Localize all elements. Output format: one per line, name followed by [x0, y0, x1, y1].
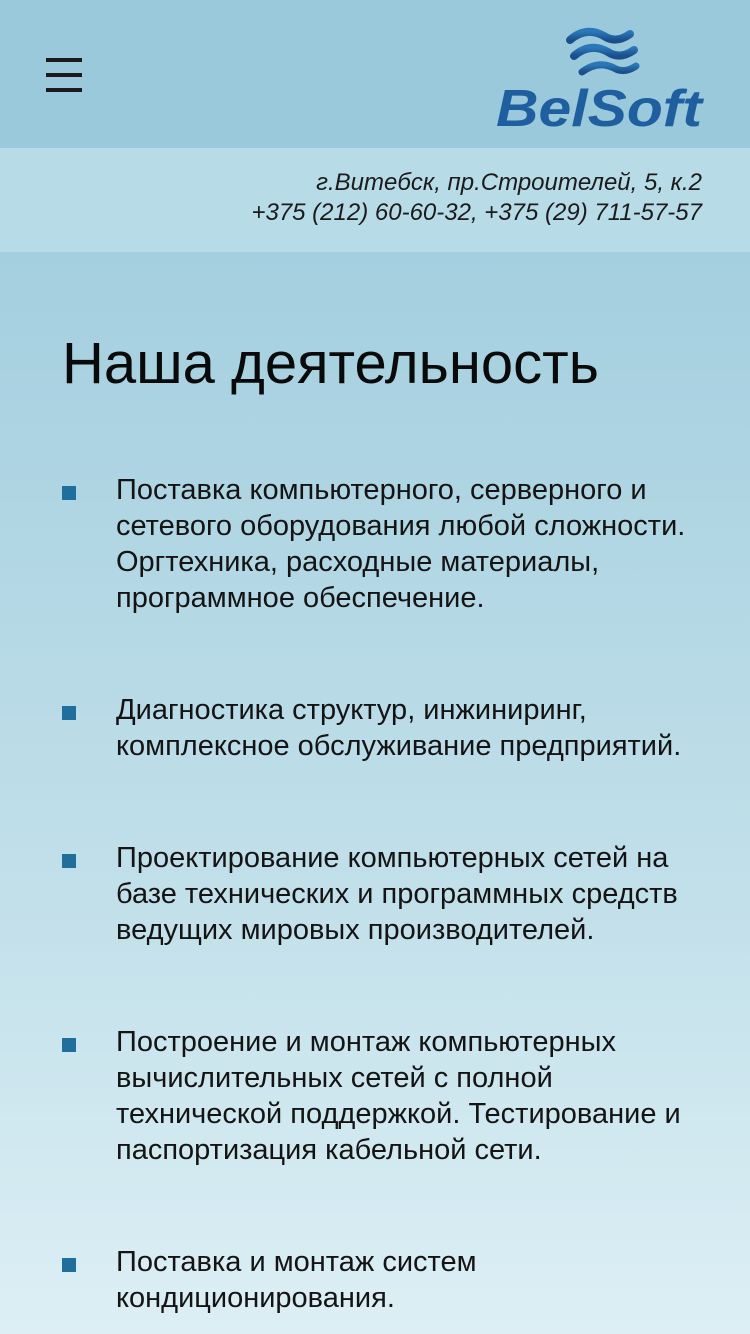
page-title: Наша деятельность: [62, 331, 599, 396]
contact-address: г.Витебск, пр.Строителей, 5, к.2: [316, 169, 702, 196]
square-bullet-icon: [62, 486, 76, 500]
list-item-text: Построение и монтаж компьютерных вычислительных сетей с полной технической поддержкой. Тестирование и паспортизация кабельной сети.: [116, 1026, 681, 1166]
belsoft-logo[interactable]: [490, 18, 710, 136]
list-item-text: Поставка компьютерного, серверного и сетевого оборудования любой сложности. Оргтехника, расходные материалы, программное обеспечение.: [116, 474, 686, 614]
square-bullet-icon: [62, 706, 76, 720]
hamburger-menu-icon[interactable]: [46, 56, 84, 96]
contact-phones[interactable]: +375 (212) 60-60-32, +375 (29) 711-57-57: [251, 199, 702, 226]
list-item-text: Проектирование компьютерных сетей на базе технических и программных средств ведущих мировых производителей.: [116, 842, 678, 946]
logo-waves-icon: [570, 32, 636, 72]
square-bullet-icon: [62, 1038, 76, 1052]
menu-line: [46, 58, 82, 62]
square-bullet-icon: [62, 854, 76, 868]
menu-line: [46, 88, 82, 92]
list-item-text: Поставка и монтаж систем кондиционирования.: [116, 1246, 477, 1314]
square-bullet-icon: [62, 1258, 76, 1272]
logo-text: BelSoft: [496, 80, 706, 136]
menu-line: [46, 73, 82, 77]
contact-bar: [0, 148, 750, 252]
top-bar: [0, 0, 750, 148]
list-item-text: Диагностика структур, инжиниринг, комплексное обслуживание предприятий.: [116, 694, 682, 762]
